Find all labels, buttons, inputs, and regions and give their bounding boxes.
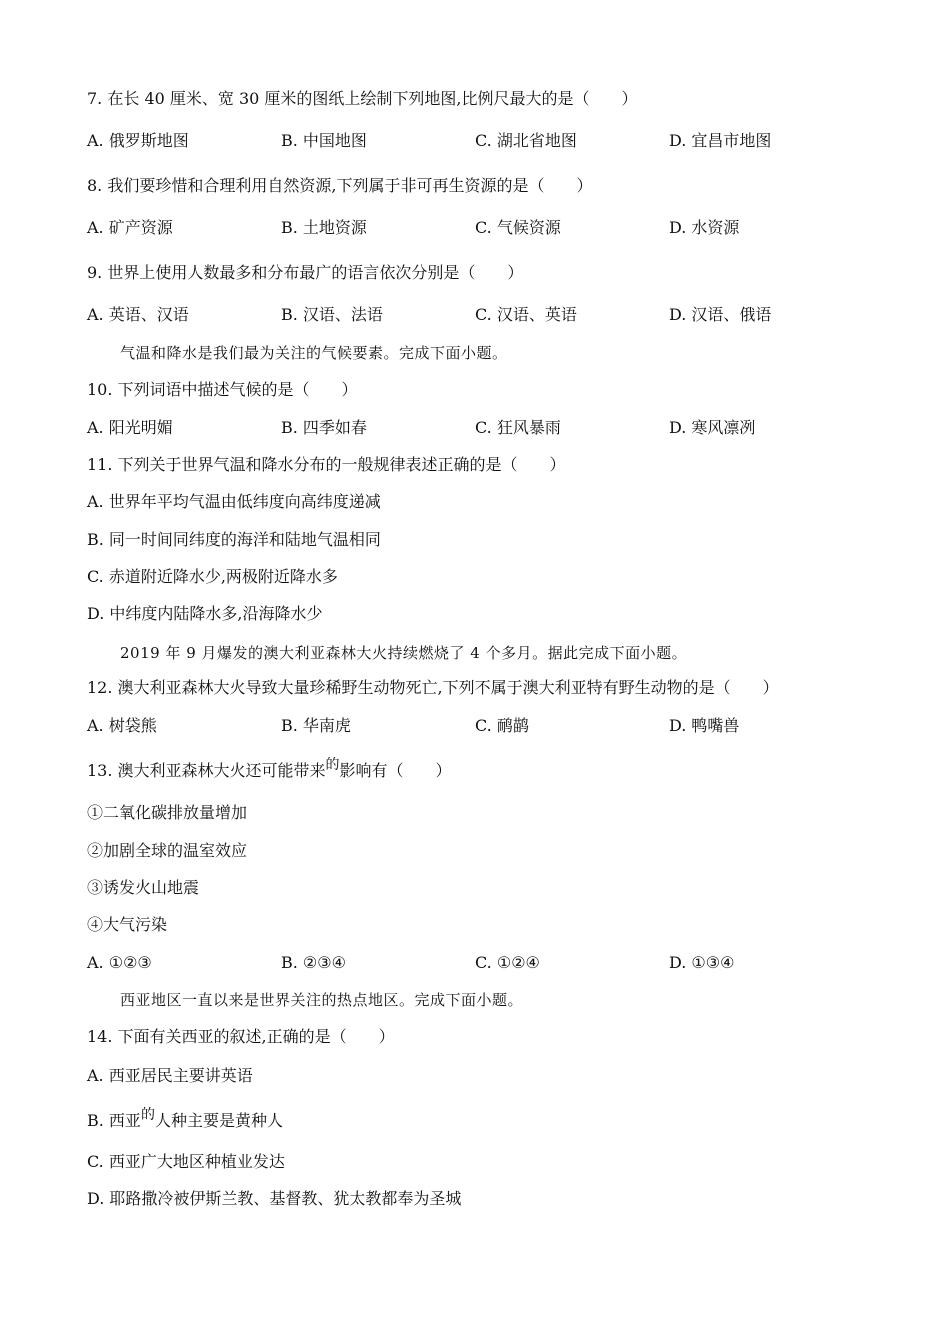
option-d: D. 鸭嘴兽 xyxy=(669,716,740,735)
option-c: C. 汉语、英语 xyxy=(475,305,577,324)
option-c: C. 气候资源 xyxy=(475,218,561,237)
question-10-stem: 10. 下列词语中描述气候的是（ ） xyxy=(87,380,358,399)
option-text: B. 西亚 xyxy=(87,1111,141,1130)
option-d: D. 汉语、俄语 xyxy=(669,305,772,324)
option-d: D. 寒风凛冽 xyxy=(669,418,756,437)
option-c: C. 西亚广大地区种植业发达 xyxy=(87,1152,285,1171)
option-a: A. 英语、汉语 xyxy=(87,305,189,324)
option-superscript: 的 xyxy=(140,1107,155,1123)
option-b: B. 同一时间同纬度的海洋和陆地气温相同 xyxy=(87,530,381,549)
option-d: D. 中纬度内陆降水多,沿海降水少 xyxy=(87,604,323,623)
question-9-stem: 9. 世界上使用人数最多和分布最广的语言依次分别是（ ） xyxy=(87,263,524,282)
option-a: A. 俄罗斯地图 xyxy=(87,131,189,150)
statement-4: ④大气污染 xyxy=(87,915,168,934)
statement-3: ③诱发火山地震 xyxy=(87,878,200,897)
question-9-options xyxy=(87,305,907,325)
option-a: A. 阳光明媚 xyxy=(87,418,173,437)
option-d: D. ①③④ xyxy=(669,953,735,972)
question-7-stem: 7. 在长 40 厘米、宽 30 厘米的图纸上绘制下列地图,比例尺最大的是（ ） xyxy=(87,89,638,108)
option-d: D. 宜昌市地图 xyxy=(669,131,772,150)
option-a: A. 树袋熊 xyxy=(87,716,157,735)
option-b: B. 汉语、法语 xyxy=(281,305,383,324)
stem-superscript: 的 xyxy=(325,757,340,773)
option-b: B. ②③④ xyxy=(281,953,346,972)
question-7-options xyxy=(87,131,907,151)
question-8-stem: 8. 我们要珍惜和合理利用自然资源,下列属于非可再生资源的是（ ） xyxy=(87,176,593,195)
option-a: A. 西亚居民主要讲英语 xyxy=(87,1066,253,1085)
option-a: A. 世界年平均气温由低纬度向高纬度递减 xyxy=(87,492,381,511)
option-c: C. 湖北省地图 xyxy=(475,131,577,150)
option-c: C. 狂风暴雨 xyxy=(475,418,561,437)
statement-2: ②加剧全球的温室效应 xyxy=(87,841,248,860)
stem-text: 影响有（ ） xyxy=(339,761,452,780)
option-a: A. 矿产资源 xyxy=(87,218,173,237)
option-d: D. 水资源 xyxy=(669,218,740,237)
section-intro-australia-fire: 2019 年 9 月爆发的澳大利亚森林大火持续燃烧了 4 个多月。据此完成下面小题。 xyxy=(120,644,688,662)
option-a: A. ①②③ xyxy=(87,953,152,972)
stem-text: 13. 澳大利亚森林大火还可能带来 xyxy=(87,761,326,780)
option-b: B. 土地资源 xyxy=(281,218,367,237)
question-8-options xyxy=(87,218,907,238)
statement-1: ①二氧化碳排放量增加 xyxy=(87,803,248,822)
section-intro-climate: 气温和降水是我们最为关注的气候要素。完成下面小题。 xyxy=(120,344,508,362)
option-c: C. ①②④ xyxy=(475,953,540,972)
option-b: B. 中国地图 xyxy=(281,131,367,150)
option-b: B. 四季如春 xyxy=(281,418,367,437)
question-12-options xyxy=(87,716,907,736)
question-11-stem: 11. 下列关于世界气温和降水分布的一般规律表述正确的是（ ） xyxy=(87,455,566,474)
option-d: D. 耶路撒冷被伊斯兰教、基督教、犹太教都奉为圣城 xyxy=(87,1189,462,1208)
section-intro-west-asia: 西亚地区一直以来是世界关注的热点地区。完成下面小题。 xyxy=(120,991,524,1009)
option-c: C. 赤道附近降水少,两极附近降水多 xyxy=(87,567,338,586)
option-b xyxy=(87,1107,283,1132)
option-c: C. 鸸鹋 xyxy=(475,716,529,735)
question-10-options xyxy=(87,418,907,438)
question-14-stem: 14. 下面有关西亚的叙述,正确的是（ ） xyxy=(87,1027,395,1046)
question-13-stem xyxy=(87,757,452,782)
option-b: B. 华南虎 xyxy=(281,716,351,735)
question-13-options xyxy=(87,953,907,973)
question-12-stem: 12. 澳大利亚森林大火导致大量珍稀野生动物死亡,下列不属于澳大利亚特有野生动物的是（ ） xyxy=(87,678,779,697)
option-text: 人种主要是黄种人 xyxy=(154,1111,283,1130)
